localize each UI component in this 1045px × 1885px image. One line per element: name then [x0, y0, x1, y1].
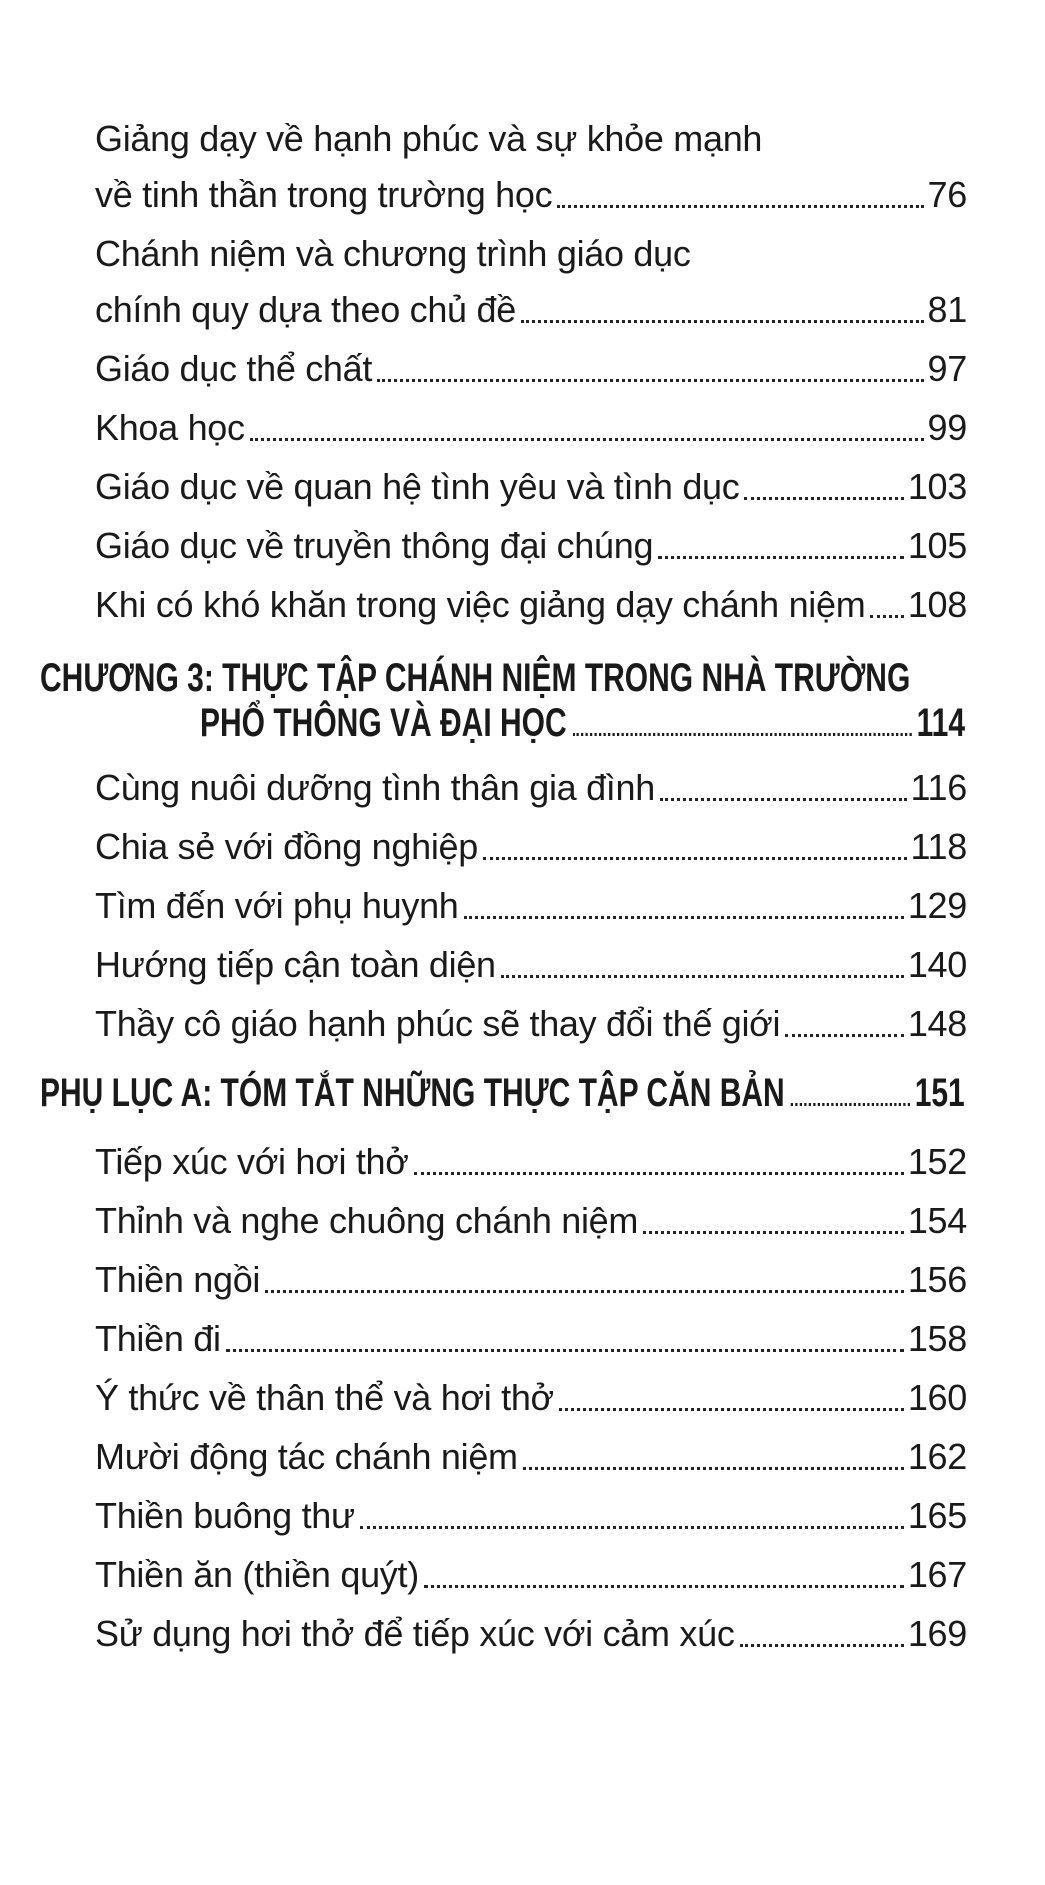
toc-entry-label: Thiền đi: [95, 1318, 221, 1359]
toc-entry-label: Giáo dục về truyền thông đại chúng: [95, 525, 654, 566]
toc-entry: [95, 1613, 967, 1655]
dot-leader: [870, 615, 903, 618]
toc-entry-label: Giảng dạy về hạnh phúc và sự khỏe mạnh: [95, 118, 763, 159]
dot-leader: [464, 916, 904, 919]
toc-entry: [95, 1436, 967, 1478]
dot-leader: [643, 1231, 904, 1234]
dot-leader: [483, 857, 907, 860]
toc-entry-page: 129: [907, 885, 967, 926]
toc-entry-wrapped-line: [95, 233, 967, 275]
toc-entry-label: Sử dụng hơi thở để tiếp xúc với cảm xúc: [95, 1613, 735, 1654]
toc-entry-page: 97: [927, 348, 967, 389]
toc-entry-page: 156: [907, 1259, 967, 1300]
toc-entry-label: Thầy cô giáo hạnh phúc sẽ thay đổi thế giới: [95, 1003, 781, 1044]
toc-entry: [95, 1141, 967, 1183]
toc-entry-page: 158: [907, 1318, 967, 1359]
dot-leader: [226, 1349, 904, 1352]
toc-entry: [95, 174, 967, 216]
toc-entry-page: 152: [907, 1141, 967, 1182]
toc-entry-page: 116: [910, 767, 967, 808]
toc-entry-label: chính quy dựa theo chủ đề: [95, 289, 516, 330]
dot-leader: [501, 975, 904, 978]
dot-leader: [523, 1467, 904, 1470]
toc-entry-label: Khoa học: [95, 407, 245, 448]
toc-entry: [95, 348, 967, 390]
toc-entry-label: Hướng tiếp cận toàn diện: [95, 944, 496, 985]
toc-entry-page: 76: [927, 174, 967, 215]
toc-entry: [95, 1200, 967, 1242]
dot-leader: [521, 320, 924, 323]
toc-entry-label: Chánh niệm và chương trình giáo dục: [95, 233, 691, 274]
toc-entry-page: 148: [907, 1003, 967, 1044]
toc-entry-label: Khi có khó khăn trong việc giảng dạy chánh niệm: [95, 584, 866, 625]
dot-leader: [740, 1644, 904, 1647]
dot-leader: [559, 1408, 904, 1411]
appendix-heading-page: 151: [914, 1071, 965, 1115]
chapter-heading-label: PHỔ THÔNG VÀ ĐẠI HỌC: [200, 701, 567, 745]
toc-entry: [95, 885, 967, 927]
toc-entry-page: 169: [907, 1613, 967, 1654]
toc-entry: [95, 1259, 967, 1301]
appendix-heading-label: PHỤ LỤC A: TÓM TẮT NHỮNG THỰC TẬP CĂN BẢN: [40, 1071, 785, 1115]
toc-entry: [95, 525, 967, 567]
toc-entry-page: 165: [907, 1495, 967, 1536]
toc-entry: [95, 944, 967, 986]
toc-entry: [95, 289, 967, 331]
toc-entry-label: Cùng nuôi dưỡng tình thân gia đình: [95, 767, 655, 808]
toc-entry: [95, 1003, 967, 1045]
dot-leader: [791, 1103, 910, 1106]
toc-entry-page: 81: [927, 289, 967, 330]
toc-entry-page: 160: [907, 1377, 967, 1418]
toc-entry-label: Thiền ăn (thiền quýt): [95, 1554, 419, 1595]
toc-entry: [95, 1495, 967, 1537]
dot-leader: [660, 798, 907, 801]
toc-entry: [95, 826, 967, 868]
toc-entry-label: về tinh thần trong trường học: [95, 174, 553, 215]
chapter-heading-line1: [40, 656, 911, 700]
toc-entry-label: Tìm đến với phụ huynh: [95, 885, 459, 926]
dot-leader: [265, 1290, 904, 1293]
toc-entry-page: 99: [927, 407, 967, 448]
toc-entry: [95, 466, 967, 508]
toc-entry-label: Thiền ngồi: [95, 1259, 261, 1300]
toc-entry: [95, 584, 967, 626]
dot-leader: [424, 1585, 904, 1588]
toc-entry-page: 162: [907, 1436, 967, 1477]
toc-entry-page: 108: [907, 584, 967, 625]
toc-entry-label: Chia sẻ với đồng nghiệp: [95, 826, 478, 867]
toc-entry: [95, 767, 967, 809]
toc-entry-wrapped-line: [95, 118, 967, 160]
chapter-heading-page: 114: [916, 701, 965, 745]
toc-entry-page: 154: [907, 1200, 967, 1241]
toc-entry-label: Tiếp xúc với hơi thở: [95, 1141, 409, 1182]
dot-leader: [744, 497, 903, 500]
toc-entry-label: Giáo dục thể chất: [95, 348, 373, 389]
dot-leader: [658, 556, 904, 559]
toc-entry: [95, 1377, 967, 1419]
chapter-heading-line2: [200, 701, 965, 745]
toc-entry-label: Mười động tác chánh niệm: [95, 1436, 518, 1477]
dot-leader: [557, 205, 923, 208]
toc-entry: [95, 1318, 967, 1360]
toc-entry-page: 167: [907, 1554, 967, 1595]
dot-leader: [573, 733, 912, 736]
toc-entry-label: Thiền buông thư: [95, 1495, 355, 1536]
toc-entry-label: Giáo dục về quan hệ tình yêu và tình dục: [95, 466, 740, 507]
toc-entry-label: Ý thức về thân thể và hơi thở: [95, 1377, 554, 1418]
dot-leader: [250, 438, 924, 441]
dot-leader: [360, 1526, 904, 1529]
chapter-heading-label: CHƯƠNG 3: THỰC TẬP CHÁNH NIỆM TRONG NHÀ TRƯỜNG: [40, 656, 911, 700]
toc-entry-page: 105: [907, 525, 967, 566]
toc-entry-label: Thỉnh và nghe chuông chánh niệm: [95, 1200, 639, 1241]
toc-entry-page: 140: [907, 944, 967, 985]
dot-leader: [377, 379, 923, 382]
toc-entry: [95, 407, 967, 449]
appendix-heading: [40, 1071, 965, 1115]
toc-entry-page: 103: [907, 466, 967, 507]
toc-entry-page: 118: [910, 826, 967, 867]
dot-leader: [785, 1034, 904, 1037]
toc-entry: [95, 1554, 967, 1596]
dot-leader: [414, 1172, 904, 1175]
